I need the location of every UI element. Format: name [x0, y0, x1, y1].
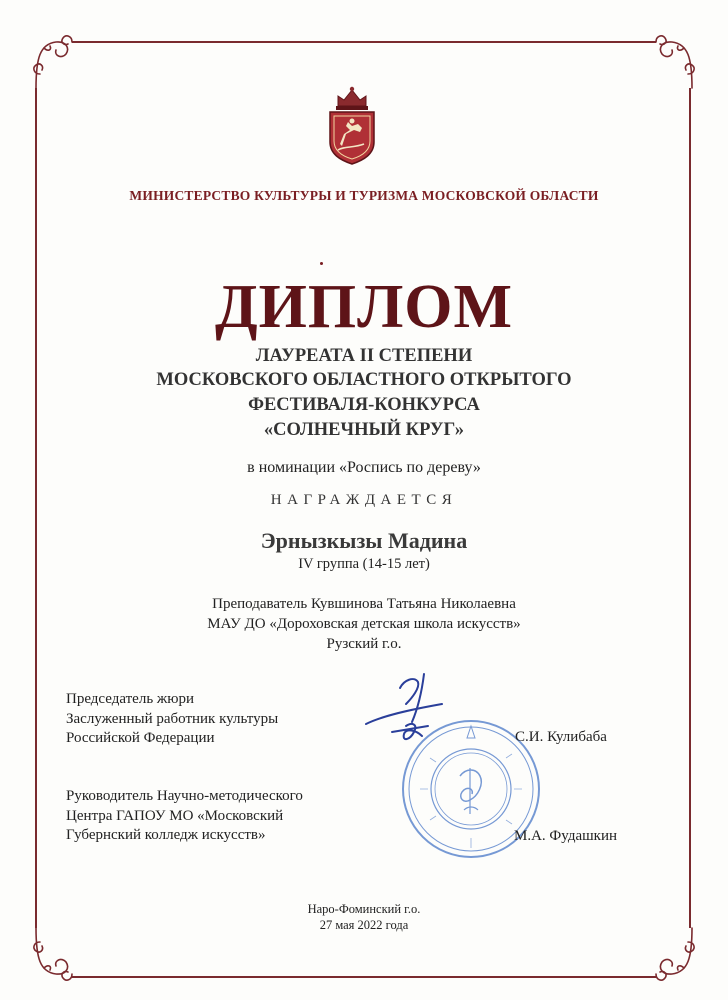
subtitle-line-4: «СОЛНЕЧНЫЙ КРУГ»: [263, 420, 465, 440]
corner-ornament-top-left: [26, 28, 98, 100]
diploma-title: ДИПЛОМ: [214, 273, 514, 341]
frame-bottom-line: [72, 976, 656, 978]
signatory-1-name: С.И. Кулибаба: [515, 729, 607, 745]
signatory-1-title-line-3: Российской Федерации: [66, 730, 215, 746]
signatory-2-name: М.А. Фудашкин: [514, 828, 618, 844]
place-text: Наро-Фоминский г.о.: [307, 902, 421, 916]
signatory-2-title: [66, 787, 303, 846]
signatory-1-title-line-1: Председатель жюри: [66, 691, 195, 707]
signatory-1-title: [66, 690, 278, 749]
awarded-text: НАГРАЖДАЕТСЯ: [270, 492, 458, 508]
signatory-1-title-line-2: Заслуженный работник культуры: [66, 710, 279, 727]
teacher-line-2: МАУ ДО «Дороховская детская школа искусств»: [207, 616, 521, 632]
recipient-group: IV группа (14-15 лет): [298, 556, 430, 572]
coat-of-arms-icon: [324, 84, 380, 166]
signatory-2-title-line-2: Центра ГАПОУ МО «Московский: [66, 807, 284, 824]
frame-top-line: [72, 41, 656, 43]
recipient-name: Эрнызкызы Мадина: [260, 528, 468, 553]
nomination-text: в номинации «Роспись по дереву»: [247, 459, 481, 476]
subtitle-line-3: ФЕСТИВАЛЯ-КОНКУРСА: [248, 395, 480, 415]
corner-ornament-top-right: [630, 28, 702, 100]
teacher-line-3: Рузский г.о.: [326, 636, 402, 652]
teacher-line-1: Преподаватель Кувшинова Татьяна Николаевна: [212, 596, 516, 612]
signatory-2-title-line-3: Губернский колледж искусств»: [66, 827, 266, 843]
decorative-dot: [320, 262, 323, 265]
date-text: 27 мая 2022 года: [319, 918, 409, 932]
subtitle-line-2: МОСКОВСКОГО ОБЛАСТНОГО ОТКРЫТОГО: [156, 370, 572, 390]
subtitle-line-1: ЛАУРЕАТА II СТЕПЕНИ: [255, 346, 473, 366]
signatory-2-title-line-1: Руководитель Научно-методического: [66, 788, 303, 804]
signature-kulibaba: [362, 670, 452, 752]
ministry-header: МИНИСТЕРСТВО КУЛЬТУРЫ И ТУРИЗМА МОСКОВСКОЙ ОБЛАСТИ: [129, 188, 599, 203]
